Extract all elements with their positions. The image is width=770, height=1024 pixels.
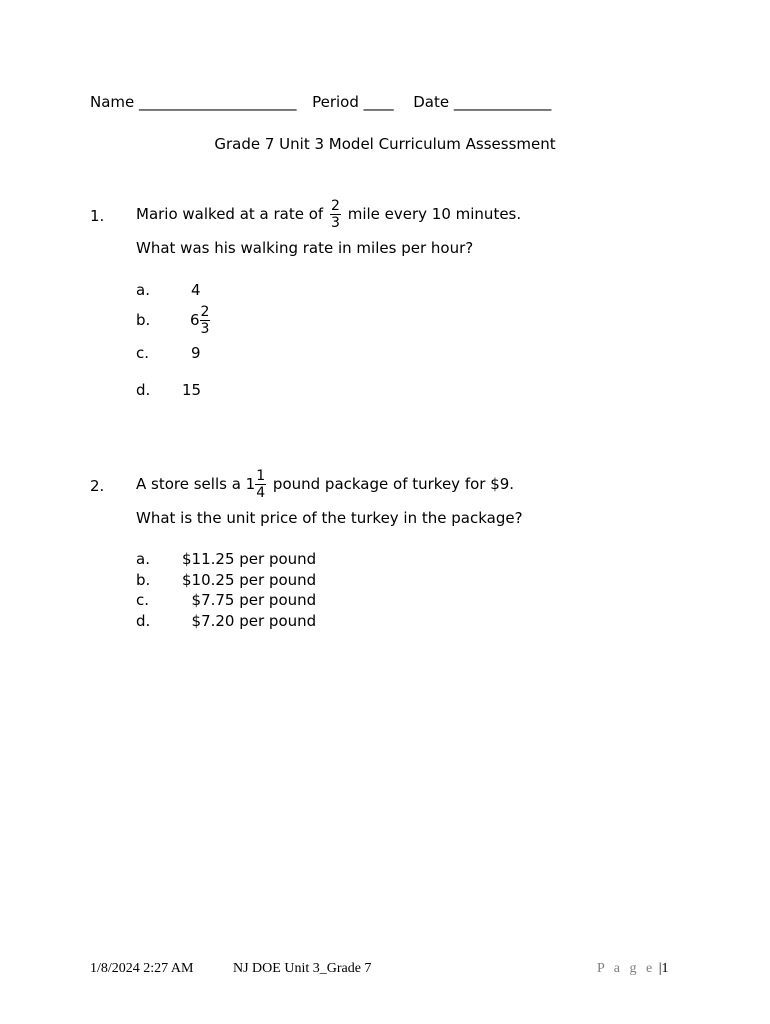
date-blank: _____________ — [453, 93, 552, 111]
option-value: 9 — [191, 344, 201, 362]
option-value: $7.75 per pound — [182, 591, 317, 609]
footer-page-number — [597, 961, 669, 977]
period-label: Period — [312, 93, 359, 111]
option-letter: d. — [136, 381, 151, 399]
page-title: Grade 7 Unit 3 Model Curriculum Assessment — [214, 135, 556, 153]
q2-option-d — [136, 612, 316, 630]
option-value: 15 — [182, 381, 202, 399]
q2-whole: 1 — [245, 475, 256, 493]
q2-text-before: A store sells a — [136, 475, 241, 493]
q2-question: What is the unit price of the turkey in the package? — [136, 509, 523, 527]
name-label: Name — [90, 93, 135, 111]
option-letter: a. — [136, 550, 150, 568]
q2-stem — [136, 468, 514, 501]
option-letter: c. — [136, 344, 150, 362]
q2-number: 2. — [90, 477, 105, 495]
q2-option-a — [136, 550, 316, 568]
page-label: P a g e — [597, 961, 656, 976]
q1-fraction — [330, 198, 341, 231]
page-separator: | — [658, 961, 662, 976]
q2-fraction-denominator: 4 — [256, 485, 266, 501]
q1-option-d — [136, 381, 201, 399]
option-fraction-denominator: 3 — [200, 321, 210, 337]
q2-option-b — [136, 571, 316, 589]
q1-option-b — [136, 304, 212, 337]
q1-option-a — [136, 281, 201, 299]
date-label: Date — [413, 93, 450, 111]
footer-document-name: NJ DOE Unit 3_Grade 7 — [233, 961, 372, 976]
q1-option-c — [136, 344, 201, 362]
option-fraction — [200, 304, 211, 337]
q1-fraction-numerator: 2 — [331, 198, 340, 214]
option-value: $10.25 per pound — [182, 571, 317, 589]
option-whole: 6 — [190, 311, 200, 329]
q2-option-c — [136, 591, 316, 609]
option-letter: b. — [136, 571, 151, 589]
q1-text-before: Mario walked at a rate of — [136, 205, 324, 223]
page-number: 1 — [661, 961, 669, 976]
q1-number: 1. — [90, 207, 105, 225]
option-letter: a. — [136, 281, 150, 299]
q2-text-after: pound package of turkey for $9. — [272, 475, 515, 493]
option-value: $7.20 per pound — [182, 612, 317, 630]
option-value: 4 — [191, 281, 201, 299]
option-letter: b. — [136, 311, 151, 329]
q1-fraction-denominator: 3 — [331, 215, 340, 231]
q1-question: What was his walking rate in miles per hour? — [136, 239, 474, 257]
q2-fraction-numerator: 1 — [256, 468, 266, 484]
student-info-line — [90, 93, 551, 111]
option-fraction-numerator: 2 — [200, 304, 210, 320]
option-value: $11.25 per pound — [182, 550, 317, 568]
q2-fraction — [255, 468, 266, 501]
option-letter: c. — [136, 591, 150, 609]
period-blank: ____ — [363, 93, 394, 111]
option-letter: d. — [136, 612, 151, 630]
q1-stem — [136, 198, 521, 231]
q1-text-after: mile every 10 minutes. — [347, 205, 522, 223]
name-blank: _____________________ — [139, 93, 297, 111]
footer-timestamp: 1/8/2024 2:27 AM — [90, 961, 194, 976]
